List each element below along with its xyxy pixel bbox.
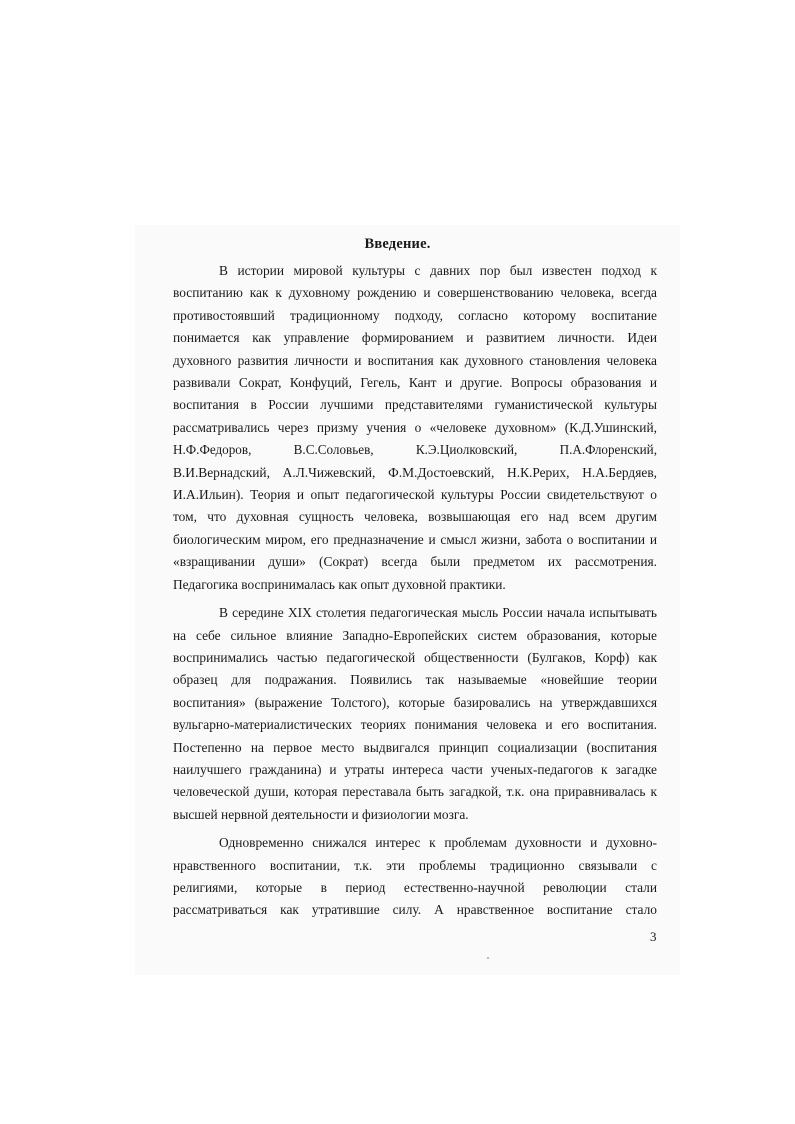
paragraph-1-line: биологическим миром, его предназначение и смысл жизни, забота о воспитании и (173, 531, 657, 547)
paragraph-3-line: рассматриваться как утратившие силу. А нравственное воспитание стало (173, 902, 657, 918)
page-number: 3 (650, 929, 657, 944)
body-text (173, 260, 657, 922)
paragraph-2-line: воспитания» (выражение Толстого), которые базировались на утверждавшихся (173, 694, 657, 710)
paragraph-1-line: том, что духовная сущность человека, возвышающая его над всем другим (173, 509, 657, 525)
paragraph-2-line: В середине XIX столетия педагогическая мысль России начала испытывать (219, 605, 657, 621)
paragraph-2-line: наилучшего гражданина) и утраты интереса части ученых-педагогов к загадке (173, 761, 657, 777)
paragraph-1-line: понимается как управление формированием и развитием личности. Идеи (173, 330, 657, 346)
paragraph-2-line: образец для подражания. Появились так называемые «новейшие теории (173, 672, 657, 688)
paragraph-2-line: вульгарно-материалистических теориях понимания человека и его воспитания. (173, 717, 657, 733)
paragraph-1-line: рассматривались через призму учения о «человеке духовном» (К.Д.Ушинский, (173, 419, 657, 435)
page-title: Введение. (364, 236, 431, 252)
paragraph-1-line: духовного развития личности и воспитания как духовного становления человека (173, 352, 657, 368)
paragraph-1-line: Педагогика воспринималась как опыт духовной практики. (173, 576, 506, 592)
paragraph-1-line: В истории мировой культуры с давних пор был известен подход к (219, 263, 657, 278)
paragraph-2-line: Постепенно на первое место выдвигался принцип социализации (воспитания (173, 739, 657, 755)
paragraph-1-line: развивали Сократ, Конфуций, Гегель, Кант и другие. Вопросы образования и (173, 375, 657, 391)
paragraph-2-line: воспринимались частью педагогической общественности (Булгаков, Корф) как (173, 649, 657, 665)
paragraph-1-line: «взращивании души» (Сократ) всегда были предметом их рассмотрения. (173, 554, 657, 570)
paragraph-2-line: высшей нервной деятельности и физиологии мозга. (173, 806, 469, 822)
paragraph-1-line: Н.Ф.Федоров, В.С.Соловьев, К.Э.Циолковский, П.А.Флоренский, (173, 442, 657, 458)
paragraph-1-line: воспитанию как к духовному рождению и совершенствованию человека, всегда (173, 285, 657, 301)
paragraph-2-line: человеческой души, которая переставала быть загадкой, т.к. она приравнивалась к (173, 784, 657, 800)
paragraph-1-line: И.А.Ильин). Теория и опыт педагогической культуры России свидетельствуют о (173, 487, 657, 503)
paragraph-1-line: В.И.Вернадский, А.Л.Чижевский, Ф.М.Достоевский, Н.К.Рерих, Н.А.Бердяев, (173, 464, 657, 480)
paragraph-2-line: на себе сильное влияние Западно-Европейских систем образования, которые (173, 627, 657, 643)
paragraph-1-line: противостоявший традиционному подходу, согласно которому воспитание (173, 307, 657, 323)
paragraph-1-line: воспитания в России лучшими представителями гуманистической культуры (173, 397, 657, 413)
scan-artifact-dot (487, 957, 489, 959)
paragraph-3-line: религиями, которые в период естественно-научной революции стали (173, 879, 657, 895)
paragraph-3-line: Одновременно снижался интерес к проблемам духовности и духовно- (219, 835, 657, 851)
paragraph-3-line: нравственного воспитании, т.к. эти проблемы традиционно связывали с (173, 857, 657, 873)
